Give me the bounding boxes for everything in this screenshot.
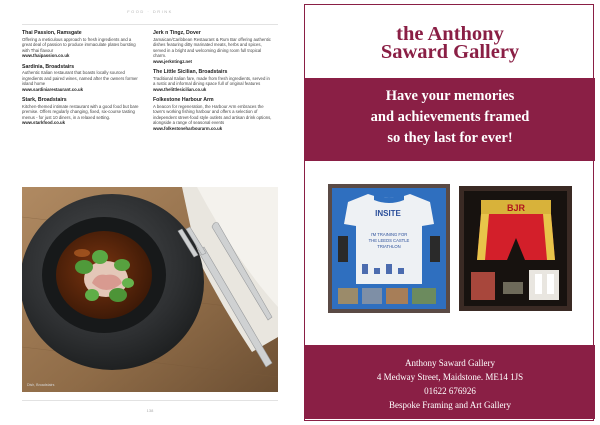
framed-triathlon-shirt (328, 184, 450, 313)
restaurant-description: Traditional Italian fare, made from fresh ingredients, served in a rustic and informal dining space full of original features (153, 75, 270, 86)
headline-line: so they last for ever! (387, 130, 513, 146)
restaurant-name: The Little Sicilian, Broadstairs (153, 69, 228, 75)
bottom-rule (22, 400, 278, 401)
contact-name: Anthony Saward Gallery (405, 358, 495, 368)
headline-line: Have your memories (385, 88, 515, 104)
shirt-text-line: I'M TRAINING FOR (370, 232, 408, 237)
restaurant-name: Sardinia, Broadstairs (22, 63, 75, 70)
gallery-name-line-2: Saward Gallery (380, 41, 520, 63)
food-photo (22, 187, 278, 392)
photo-credit: Dish, Broadstairs (27, 383, 55, 387)
gallery-advert (300, 0, 600, 425)
food-photo-illustration (22, 187, 278, 392)
shirt-brand: INSITE (375, 209, 401, 218)
shorts-text: BJR (506, 203, 526, 213)
restaurant-url[interactable]: www.jerkntingz.net (153, 58, 192, 64)
restaurant-column-left (22, 30, 142, 131)
restaurant-description: Authentic Italian restaurant that boasts locally sourced ingredients and paired wines, named after the owners former island home (22, 70, 138, 86)
framed-boxing-shorts (459, 186, 572, 311)
restaurant-name: Thai Passion, Ramsgate (22, 30, 82, 36)
restaurant-url[interactable]: www.folkestoneharbourarm.co.uk (153, 125, 223, 131)
restaurant-description: A beacon for regeneration, the Harbour Arm embraces the town's working fishing harbour and offers a selection of independent street-food style outlets and artisan drink options, alongside a range of seasonal events (153, 103, 272, 125)
shirt-text-line: TRIATHLON (377, 244, 401, 249)
restaurant-entry (22, 64, 142, 93)
restaurant-entry (22, 30, 142, 59)
gallery-contact (300, 356, 600, 412)
top-rule (22, 24, 278, 25)
gallery-logo (300, 25, 600, 61)
restaurant-url[interactable]: www.starkfood.co.uk (22, 120, 66, 125)
restaurant-entry (153, 97, 273, 131)
restaurant-column-right (153, 30, 273, 136)
restaurant-url[interactable]: www.thelittlesicilian.co.uk (153, 86, 207, 92)
restaurant-name: Folkestone Harbour Arm (153, 97, 214, 103)
restaurant-description: Offering a meticulous approach to fresh ingredients and a great deal of passion to produce immaculate plates bursting with Thai flavour (22, 36, 136, 53)
restaurant-url[interactable]: www.sardiniarestaurant.co.uk (22, 86, 83, 92)
restaurant-entry (22, 97, 142, 126)
restaurant-name: Stark, Broadstairs (22, 97, 67, 103)
restaurant-description: Kitchen-themed intimate restaurant with a good food but bare premise. Offers regularly changing, fixed, six-course tasting menus - for just 10 diners, in a relaxed setting. (22, 103, 139, 120)
restaurant-description: Jamaican/Caribbean Restaurant & Rum Bar offering authentic dishes featuring ditty marinated meats, herbs and spices, served in a bright and welcoming dining room full tropical charm. (153, 36, 271, 58)
restaurant-entry (153, 69, 273, 92)
gallery-name-line-1: the Anthony (396, 23, 504, 45)
section-header-tag: FOOD · DRINK (127, 9, 173, 14)
restaurant-entry (153, 30, 273, 64)
headline-line: and achievements framed (370, 109, 530, 125)
page-number: 138 (146, 408, 154, 413)
restaurant-name: Jerk n Tingz, Dover (153, 30, 201, 36)
restaurant-url[interactable]: www.thaipassion.co.uk (22, 53, 70, 58)
advert-headline (300, 86, 600, 149)
contact-address: 4 Medway Street, Maidstone. ME14 1JS (376, 372, 524, 382)
shirt-text-line: THE LEEDS CASTLE (368, 238, 410, 243)
contact-tagline: Bespoke Framing and Art Gallery (389, 400, 511, 410)
contact-phone[interactable]: 01622 676926 (424, 386, 476, 396)
